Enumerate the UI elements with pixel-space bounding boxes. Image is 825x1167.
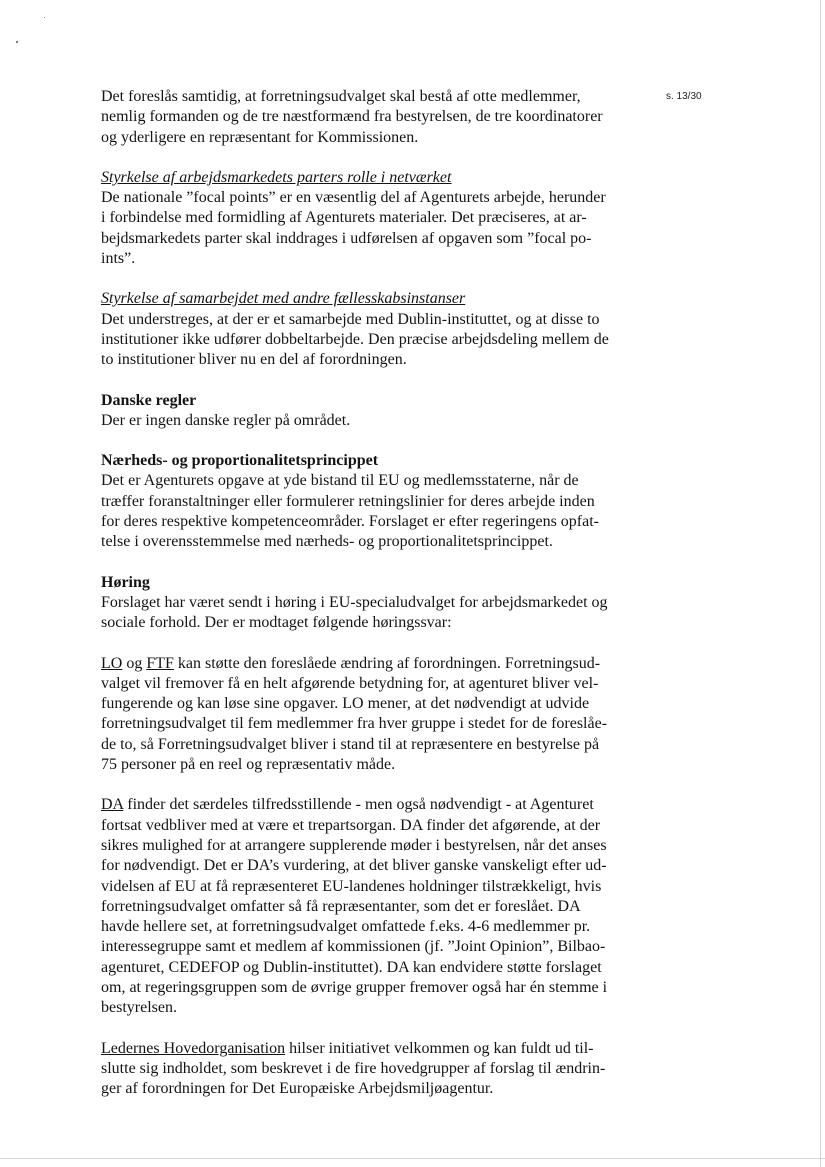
text-line: 75 personer på en reel og repræsentativ måde.	[101, 756, 396, 774]
section-danish-rules	[101, 391, 621, 432]
org-name-lo: LO	[101, 654, 123, 672]
text-line	[101, 654, 621, 674]
text-fragment: og	[122, 654, 147, 672]
intro-paragraph	[101, 87, 621, 148]
text-line: Det understreges, at der er et samarbejde med Dublin-instituttet, og at disse to	[101, 310, 600, 328]
text-line: sikres mulighed for at arrangere supplerende møder i bestyrelsen, når det anses	[101, 836, 607, 854]
text-line: slutte sig indholdet, som beskrevet i de fire hovedgrupper af forslag til ændrin-	[101, 1059, 606, 1077]
text-line: to institutioner bliver nu en del af forordningen.	[101, 351, 407, 369]
text-line: De nationale ”focal points” er en væsentlig del af Agenturets arbejde, herunder	[101, 189, 606, 207]
section-cooperation	[101, 289, 621, 370]
text-line: Der er ingen danske regler på området.	[101, 411, 351, 429]
text-line: valget vil fremover få en helt afgørende betydning for, at agenturet bliver vel-	[101, 674, 599, 692]
text-line: for deres respektive kompetenceområder. Forslaget er efter regeringens opfat-	[101, 513, 599, 531]
text-line: institutioner ikke udfører dobbeltarbejde. Den præcise arbejdsdeling mellem de	[101, 330, 609, 348]
org-name-lh: Ledernes Hovedorganisation	[101, 1039, 286, 1057]
text-line: de to, så Forretningsudvalget bliver i stand til at repræsentere en bestyrelse på	[101, 735, 600, 753]
text-line: Det foreslås samtidig, at forretningsudvalget skal bestå af otte medlemmer,	[101, 88, 581, 105]
text-line: telse i overensstemmelse med nærheds- og proportionalitetsprincippet.	[101, 533, 553, 551]
response-lo-ftf	[101, 654, 621, 776]
page-edge-right	[820, 0, 821, 1167]
section-heading: Styrkelse af arbejdsmarkedets parters rolle i netværket	[101, 168, 452, 186]
text-line: fungerende og kan løse sine opgaver. LO mener, at det nødvendigt at udvide	[101, 695, 590, 713]
text-line: om, at regeringsgruppen som de øvrige grupper fremover også har én stemme i	[101, 978, 608, 996]
response-lh	[101, 1039, 621, 1100]
section-social-partners	[101, 168, 621, 269]
text-line: og yderligere en repræsentant for Kommissionen.	[101, 128, 419, 146]
text-line: for nødvendigt. Det er DA’s vurdering, at det bliver ganske vanskeligt efter ud-	[101, 857, 607, 875]
text-line: interessegruppe samt et medlem af kommissionen (jf. ”Joint Opinion”, Bilbao-	[101, 938, 606, 956]
text-line: nemlig formanden og de tre næstformænd fra bestyrelsen, de tre koordinatorer	[101, 108, 603, 126]
section-heading: Nærheds- og proportionalitetsprincippet	[101, 452, 379, 470]
text-line: ger af forordningen for Det Europæiske Arbejdsmiljøagentur.	[101, 1080, 494, 1098]
text-line: havde hellere set, at forretningsudvalget omfattede f.eks. 4-6 medlemmer pr.	[101, 918, 591, 936]
text-line: i forbindelse med formidling af Agenturets materialer. Det præciseres, at ar-	[101, 209, 587, 227]
section-heading: Styrkelse af samarbejdet med andre fællesskabsinstanser	[101, 290, 466, 308]
text-fragment: finder det særdeles tilfredsstillende - men også nødvendigt - at Agenturet	[123, 796, 594, 814]
text-line: bestyrelsen.	[101, 999, 177, 1017]
section-heading: Høring	[101, 573, 150, 591]
response-da	[101, 795, 621, 1018]
section-heading: Danske regler	[101, 391, 197, 409]
scan-speck	[16, 41, 18, 43]
text-line: forretningsudvalget omfatter så få repræsentanter, som det er foreslået. DA	[101, 897, 581, 915]
text-line: Forslaget har været sendt i høring i EU-specialudvalget for arbejdsmarkedet og	[101, 593, 608, 611]
text-line: bejdsmarkedets parter skal inddrages i udførelsen af opgaven som ”focal po-	[101, 229, 592, 247]
section-subsidiarity	[101, 451, 621, 552]
text-line: fortsat vedbliver med at være et trepartsorgan. DA finder det afgørende, at der	[101, 816, 601, 834]
text-fragment: hilser initiativet velkommen og kan fuldt ud til-	[285, 1039, 594, 1057]
text-line	[101, 795, 621, 815]
document-body	[101, 87, 621, 1099]
text-fragment: kan støtte den foreslåede ændring af forordningen. Forretningsud-	[173, 654, 601, 672]
text-line: videlsen af EU at få repræsenteret EU-landenes holdninger tilstrækkeligt, hvis	[101, 877, 602, 895]
section-consultation	[101, 573, 621, 634]
text-line: forretningsudvalget til fem medlemmer fra hver gruppe i stedet for de foreslåe-	[101, 715, 608, 733]
text-line: ints”.	[101, 250, 136, 268]
text-line: træffer foranstaltninger eller formulerer retningslinier for deres arbejde inden	[101, 492, 595, 510]
org-name-ftf: FTF	[146, 654, 174, 672]
org-name-da: DA	[101, 796, 124, 814]
text-line: Det er Agenturets opgave at yde bistand til EU og medlemsstaterne, når de	[101, 472, 579, 490]
text-line: sociale forhold. Der er modtaget følgende høringssvar:	[101, 614, 452, 632]
page-edge-bottom	[0, 1158, 825, 1159]
scan-speck	[44, 17, 45, 18]
text-line: agenturet, CEDEFOP og Dublin-instituttet). DA kan endvidere støtte forslaget	[101, 958, 602, 976]
page-number: s. 13/30	[666, 91, 702, 102]
text-line	[101, 1039, 621, 1059]
